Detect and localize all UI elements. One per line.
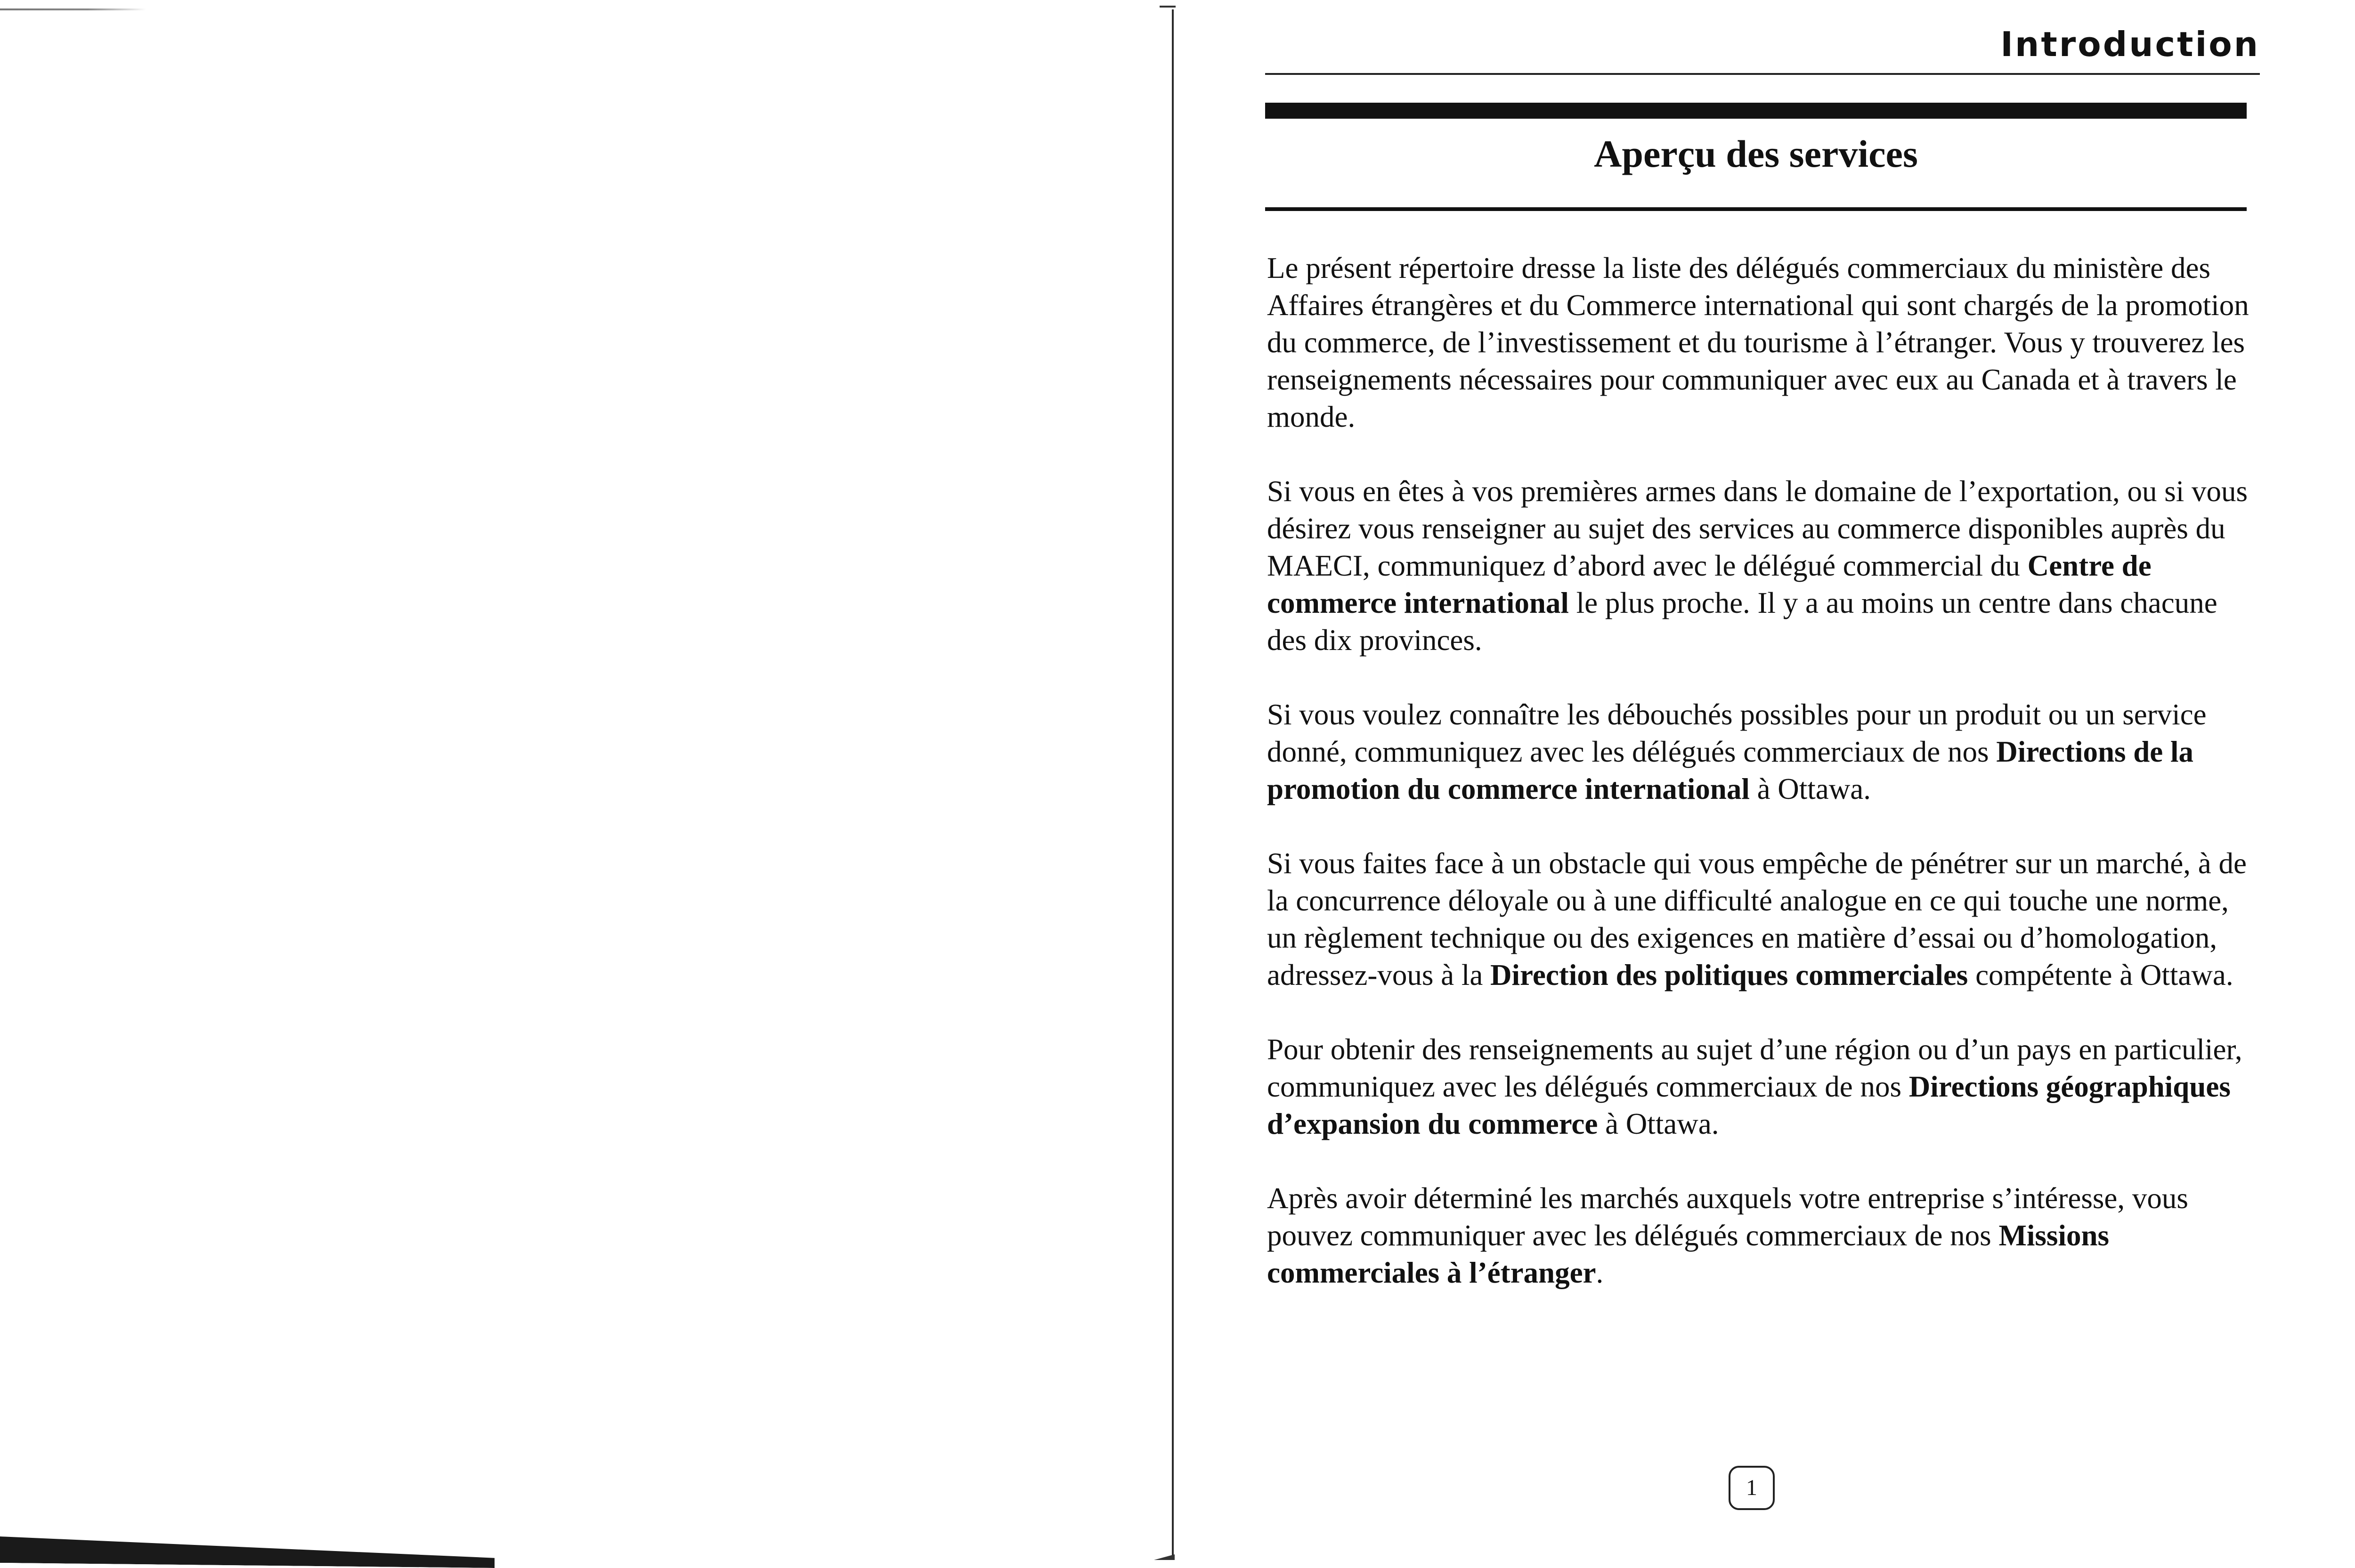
- paragraph: [1267, 696, 2251, 808]
- left-page-blank: [0, 0, 1159, 1566]
- scan-artifact-bottom: [0, 1536, 495, 1568]
- paragraph-bold-term: Directions géographiques d’expansion du commerce: [1267, 1070, 2231, 1140]
- paragraph-text: Si vous voulez connaître les débouchés possibles pour un produit ou un service donné, communiquez avec les délégués commerciaux de nos: [1267, 698, 2207, 768]
- paragraph-bold-term: Direction des politiques commerciales: [1490, 959, 1968, 991]
- paragraph-text: Après avoir déterminé les marchés auxquels votre entreprise s’intéresse, vous pouvez communiquer avec les délégués commerciaux de nos: [1267, 1182, 2188, 1252]
- body-text: [1267, 250, 2251, 1329]
- right-page: [1159, 0, 2355, 1566]
- paragraph-bold-term: Directions de la promotion du commerce international: [1267, 735, 2194, 805]
- section-bar: [1265, 103, 2247, 119]
- paragraph-bold-term: Centre de commerce international: [1267, 549, 2152, 619]
- paragraph-text: compétente à Ottawa.: [1968, 959, 2233, 991]
- paragraph: [1267, 1031, 2251, 1143]
- scan-artifact-top: [0, 8, 146, 10]
- paragraph-text: Si vous en êtes à vos premières armes dans le domaine de l’exportation, ou si vous désirez vous renseigner au sujet des services au commerce disponibles auprès du MAECI, communiquez d’abord avec le délégué commercial du: [1267, 475, 2248, 582]
- paragraph-text: le plus proche. Il y a au moins un centre dans chacune des dix provinces.: [1267, 586, 2217, 657]
- paragraph: [1267, 1180, 2251, 1292]
- paragraph-text: Le présent répertoire dresse la liste des délégués commerciaux du ministère des Affaires étrangères et du Commerce international qui sont chargés de la promotion du commerce, de l’investissement et du tourisme à l’étranger. Vous y trouverez les renseignements nécessaires pour communiquer avec eux au Canada et à travers le monde.: [1267, 252, 2249, 433]
- header-rule: [1265, 73, 2260, 75]
- title-rule: [1265, 207, 2247, 211]
- running-head: Introduction: [2000, 24, 2260, 64]
- paragraph: [1267, 473, 2251, 659]
- paragraph-text: à Ottawa.: [1749, 772, 1871, 805]
- section-title: Aperçu des services: [1594, 132, 1918, 175]
- page-number: 1: [1729, 1466, 1775, 1510]
- paragraph-text: Si vous faites face à un obstacle qui vous empêche de pénétrer sur un marché, à de la concurrence déloyale ou à une difficulté analogue en ce qui touche une norme, un règlement technique ou des exigences en matière d’essai ou d’homologation, adressez-vous à la: [1267, 847, 2247, 991]
- paragraph-text: .: [1596, 1256, 1604, 1289]
- paragraph-text: Pour obtenir des renseignements au sujet d’une région ou d’un pays en particulier, communiquez avec les délégués commerciaux de nos: [1267, 1033, 2242, 1103]
- paragraph: [1267, 250, 2251, 436]
- paragraph-bold-term: Missions commerciales à l’étranger: [1267, 1219, 2109, 1289]
- paragraph-text: à Ottawa.: [1598, 1107, 1719, 1140]
- paragraph: [1267, 845, 2251, 994]
